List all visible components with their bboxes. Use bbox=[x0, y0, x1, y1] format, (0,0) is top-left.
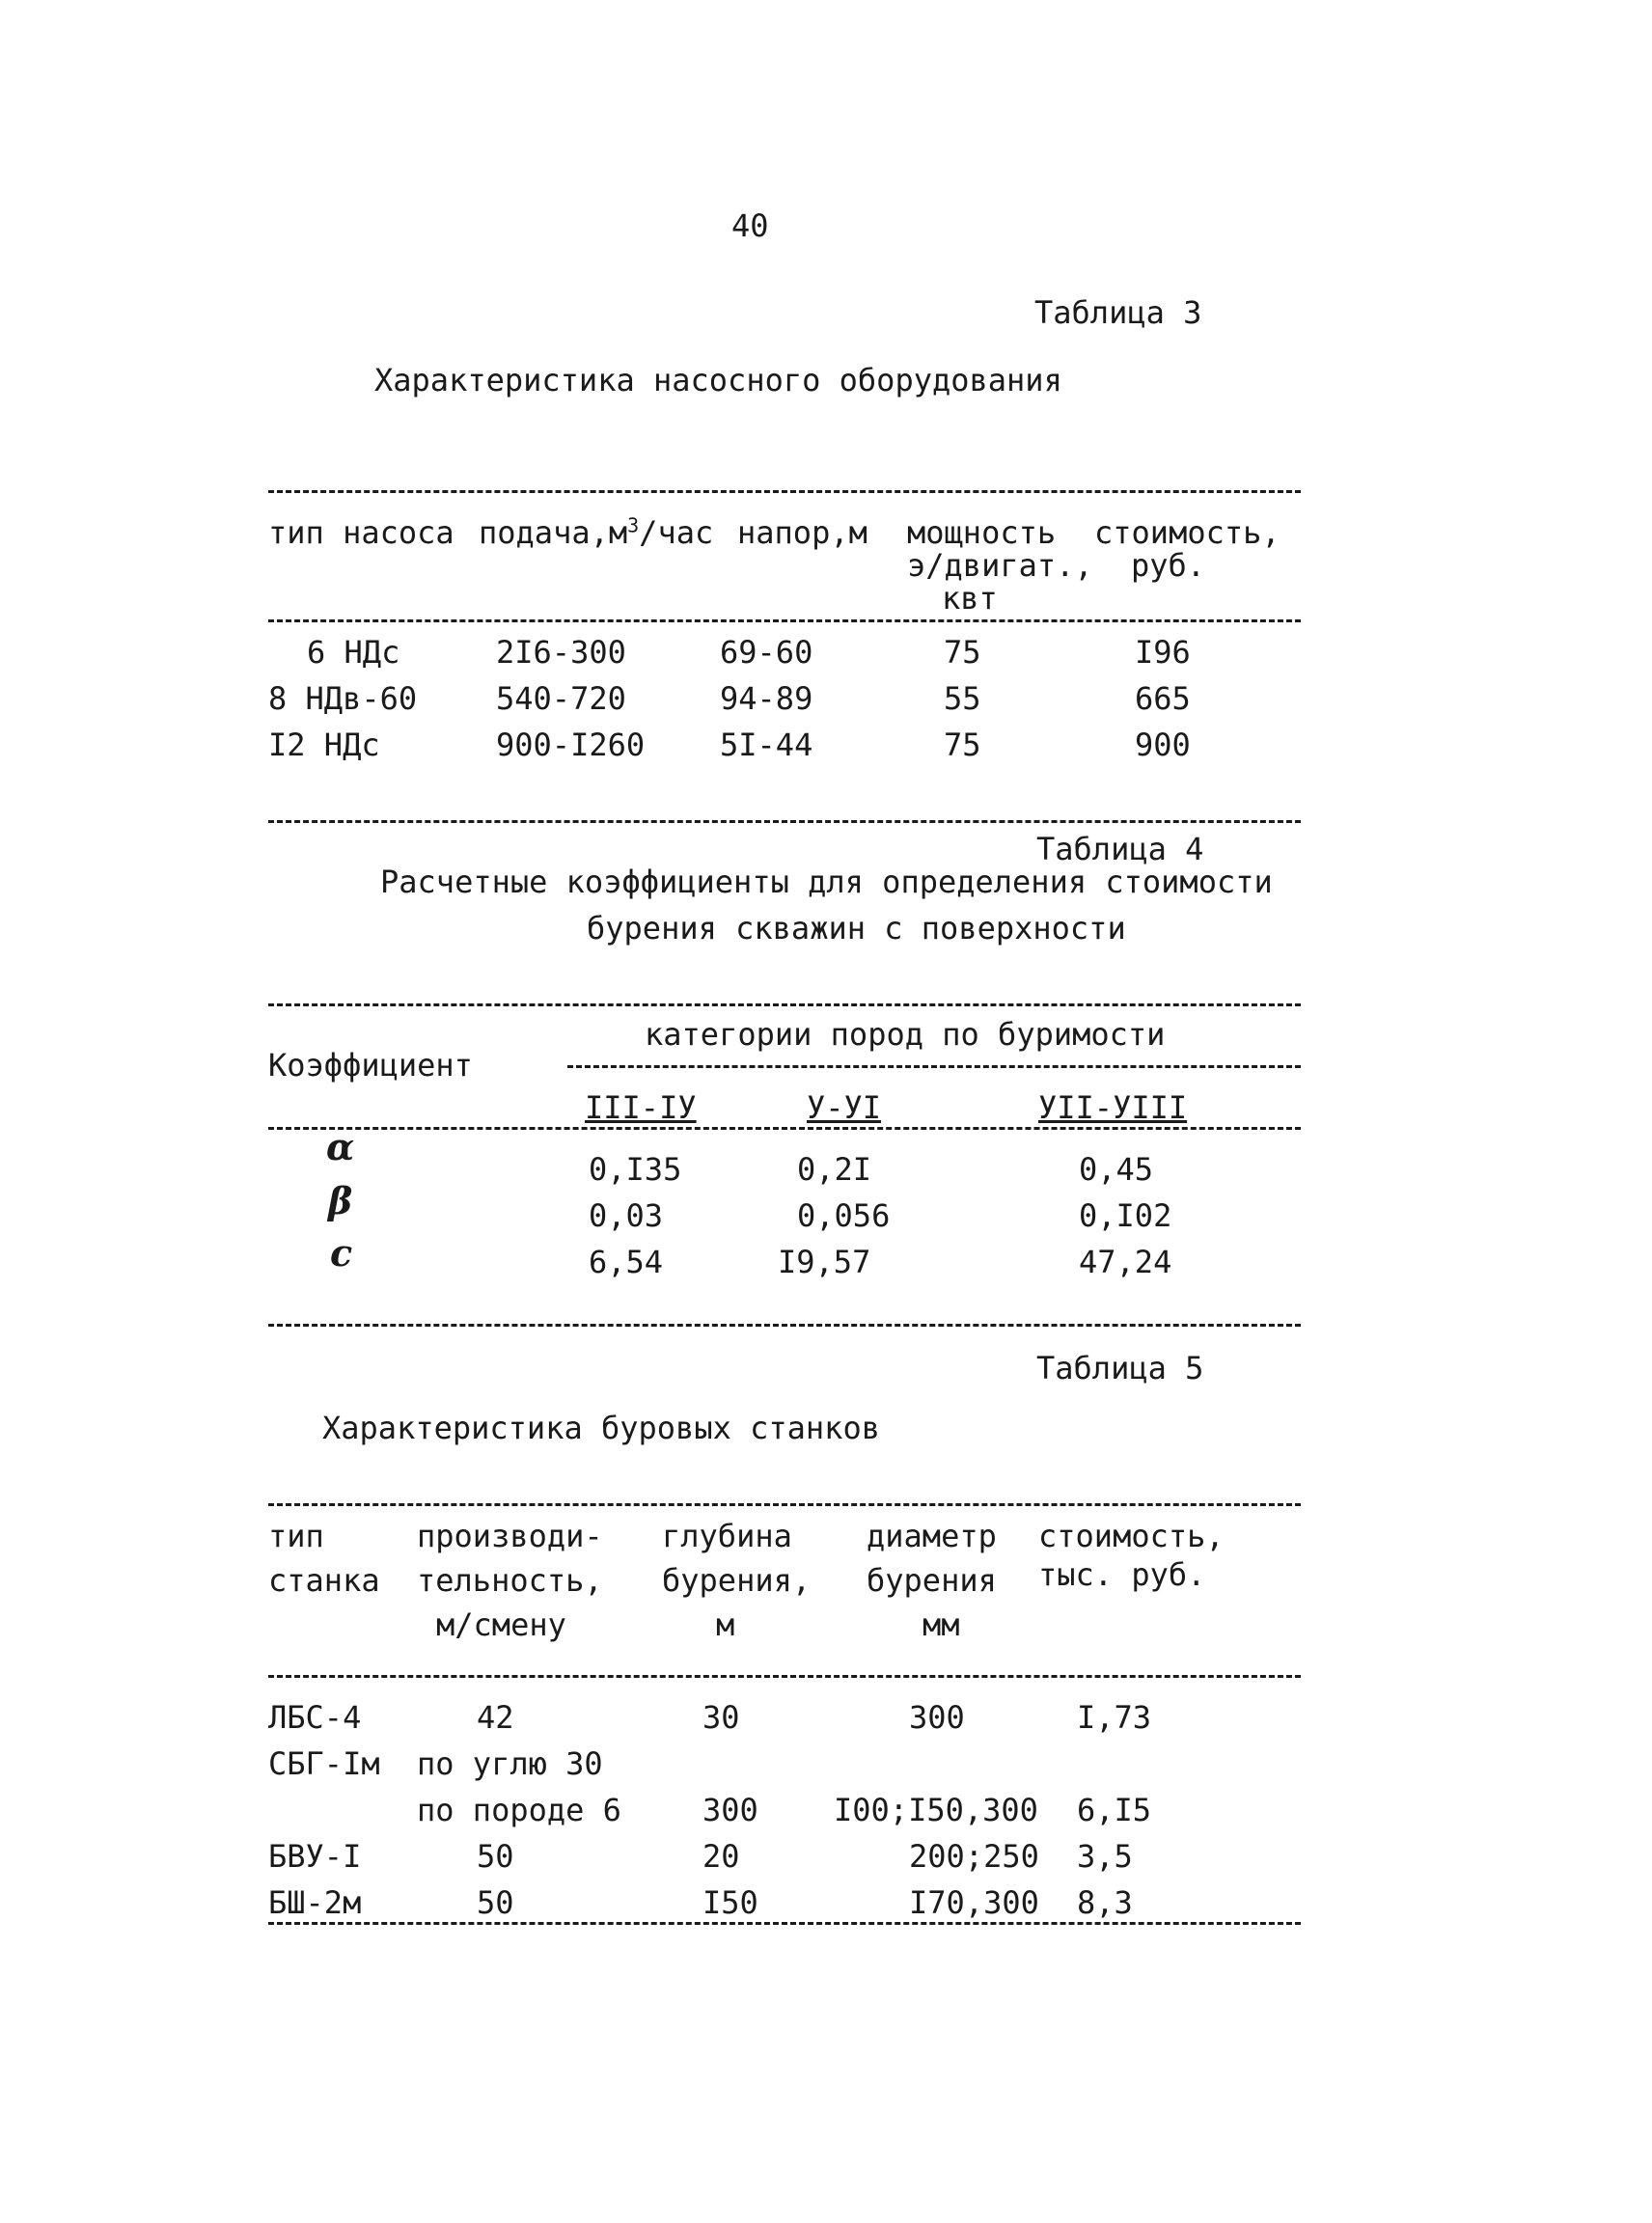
table4-row-1-c3: 0,45 bbox=[1079, 1151, 1154, 1188]
table3-header-power-2: э/двигат., bbox=[907, 547, 1093, 584]
table4-header-col1: III-IУ bbox=[585, 1089, 697, 1126]
table3-header-rule bbox=[268, 619, 1301, 622]
table3-row-3-cost: 900 bbox=[1135, 727, 1191, 763]
table4-header-group: категории пород по буримости bbox=[645, 1016, 1166, 1053]
table3-title: Характеристика насосного оборудования bbox=[374, 362, 1062, 398]
table5-row-5-type: БШ-2м bbox=[268, 1884, 362, 1921]
table5-header-diam-1: диаметр bbox=[867, 1518, 997, 1554]
table4-header-col2: У-УI bbox=[807, 1089, 882, 1126]
table4-title-line-1: Расчетные коэффициенты для определения стоимости bbox=[380, 864, 1273, 900]
flow-superscript: 3 bbox=[627, 513, 640, 537]
table5-header-depth-2: бурения, bbox=[662, 1562, 812, 1599]
table4-label: Таблица 4 bbox=[1036, 831, 1204, 867]
table3-row-2-power: 55 bbox=[944, 680, 981, 717]
table5-row-4-type: БВУ-I bbox=[268, 1838, 362, 1875]
table3-header-cost-1: стоимость, bbox=[1094, 514, 1280, 551]
table4-row-2-c2: 0,056 bbox=[797, 1197, 891, 1234]
table4-row-2-c3: 0,I02 bbox=[1079, 1197, 1172, 1234]
table5-row-4-prod: 50 bbox=[477, 1838, 514, 1875]
table4-row-3-coef: c bbox=[330, 1231, 353, 1275]
table5-header-diam-2: бурения bbox=[867, 1562, 997, 1599]
table4-title-line-2: бурения скважин с поверхности bbox=[587, 910, 1126, 947]
flow-suffix: /час bbox=[639, 514, 714, 551]
table3-row-1-flow: 2I6-300 bbox=[496, 634, 626, 671]
table5-label: Таблица 5 bbox=[1036, 1350, 1204, 1386]
table3-bottom-rule bbox=[268, 820, 1301, 823]
table3-header-power-3: квт bbox=[942, 580, 998, 617]
table5-header-prod-3: м/смену bbox=[436, 1606, 566, 1643]
table3-row-3-type: I2 НДс bbox=[268, 727, 380, 763]
table3-row-2-cost: 665 bbox=[1135, 680, 1191, 717]
table5-row-1-prod: 42 bbox=[477, 1699, 514, 1736]
table5-row-2-type: СБГ-Iм bbox=[268, 1745, 380, 1782]
table5-header-diam-3: мм bbox=[922, 1606, 960, 1643]
table3-row-1-type: 6 НДс bbox=[307, 634, 400, 671]
table5-header-depth-1: глубина bbox=[662, 1518, 792, 1554]
table5-header-prod-1: производи- bbox=[417, 1518, 603, 1554]
table5-row-5-cost: 8,3 bbox=[1077, 1884, 1133, 1921]
table3-label: Таблица 3 bbox=[1034, 294, 1202, 331]
table5-row-3-cost: 6,I5 bbox=[1077, 1792, 1152, 1828]
table4-row-2-c1: 0,03 bbox=[589, 1197, 664, 1234]
table5-row-5-depth: I50 bbox=[702, 1884, 758, 1921]
table5-top-rule bbox=[268, 1503, 1301, 1506]
table4-header-coef: Коэффициент bbox=[268, 1047, 473, 1084]
table3-header-head: напор,м bbox=[737, 514, 867, 551]
flow-prefix: подача,м bbox=[479, 514, 628, 551]
table4-group-rule bbox=[567, 1065, 1301, 1068]
table5-row-4-diam: 200;250 bbox=[909, 1838, 1039, 1875]
table4-row-3-c2: I9,57 bbox=[778, 1244, 871, 1280]
table5-title: Характеристика буровых станков bbox=[322, 1410, 880, 1446]
table3-top-rule bbox=[268, 490, 1301, 493]
table3-header-flow bbox=[479, 513, 714, 551]
table5-header-cost-1: стоимость, bbox=[1038, 1518, 1225, 1554]
table5-header-depth-3: м bbox=[716, 1606, 735, 1643]
table5-row-2-prod: по углю 30 bbox=[417, 1745, 603, 1782]
table5-row-3-depth: 300 bbox=[702, 1792, 758, 1828]
table4-row-1-coef: α bbox=[326, 1125, 355, 1168]
table5-row-3-prod: по породе 6 bbox=[417, 1792, 621, 1828]
table5-row-4-depth: 20 bbox=[702, 1838, 740, 1875]
table5-header-type-1: тип bbox=[268, 1518, 324, 1554]
table3-row-3-flow: 900-I260 bbox=[496, 727, 646, 763]
table5-row-1-depth: 30 bbox=[702, 1699, 740, 1736]
table3-row-3-power: 75 bbox=[944, 727, 981, 763]
table4-row-1-c1: 0,I35 bbox=[589, 1151, 682, 1188]
table5-header-cost-2: тыс. руб. bbox=[1038, 1556, 1206, 1593]
table3-header-type: тип насоса bbox=[268, 514, 454, 551]
table5-bottom-rule bbox=[268, 1922, 1301, 1925]
table3-row-2-type: 8 НДв-60 bbox=[268, 680, 418, 717]
table5-row-5-diam: I70,300 bbox=[909, 1884, 1039, 1921]
table4-header-rule bbox=[268, 1127, 1301, 1130]
table3-header-cost-2: руб. bbox=[1131, 547, 1206, 584]
table3-header-power-1: мощность bbox=[907, 514, 1057, 551]
table3-row-2-flow: 540-720 bbox=[496, 680, 626, 717]
table4-header-col3: УII-УIII bbox=[1038, 1089, 1188, 1126]
table3-row-2-head: 94-89 bbox=[720, 680, 813, 717]
table5-header-rule bbox=[268, 1675, 1301, 1678]
table4-row-3-c1: 6,54 bbox=[589, 1244, 664, 1280]
table5-row-4-cost: 3,5 bbox=[1077, 1838, 1133, 1875]
table5-header-type-2: станка bbox=[268, 1562, 380, 1599]
table5-header-prod-2: тельность, bbox=[417, 1562, 603, 1599]
table5-row-1-diam: 300 bbox=[909, 1699, 965, 1736]
table3-row-3-head: 5I-44 bbox=[720, 727, 813, 763]
table3-row-1-head: 69-60 bbox=[720, 634, 813, 671]
table5-row-1-type: ЛБС-4 bbox=[268, 1699, 362, 1736]
table5-row-3-diam: I00;I50,300 bbox=[834, 1792, 1038, 1828]
table4-row-1-c2: 0,2I bbox=[797, 1151, 872, 1188]
table5-row-5-prod: 50 bbox=[477, 1884, 514, 1921]
table4-row-3-c3: 47,24 bbox=[1079, 1244, 1172, 1280]
page-number: 40 bbox=[731, 207, 769, 244]
table3-row-1-cost: I96 bbox=[1135, 634, 1191, 671]
table5-row-1-cost: I,73 bbox=[1077, 1699, 1152, 1736]
table3-row-1-power: 75 bbox=[944, 634, 981, 671]
table4-bottom-rule bbox=[268, 1324, 1301, 1327]
table4-row-2-coef: β bbox=[328, 1179, 353, 1222]
table4-top-rule bbox=[268, 1003, 1301, 1006]
